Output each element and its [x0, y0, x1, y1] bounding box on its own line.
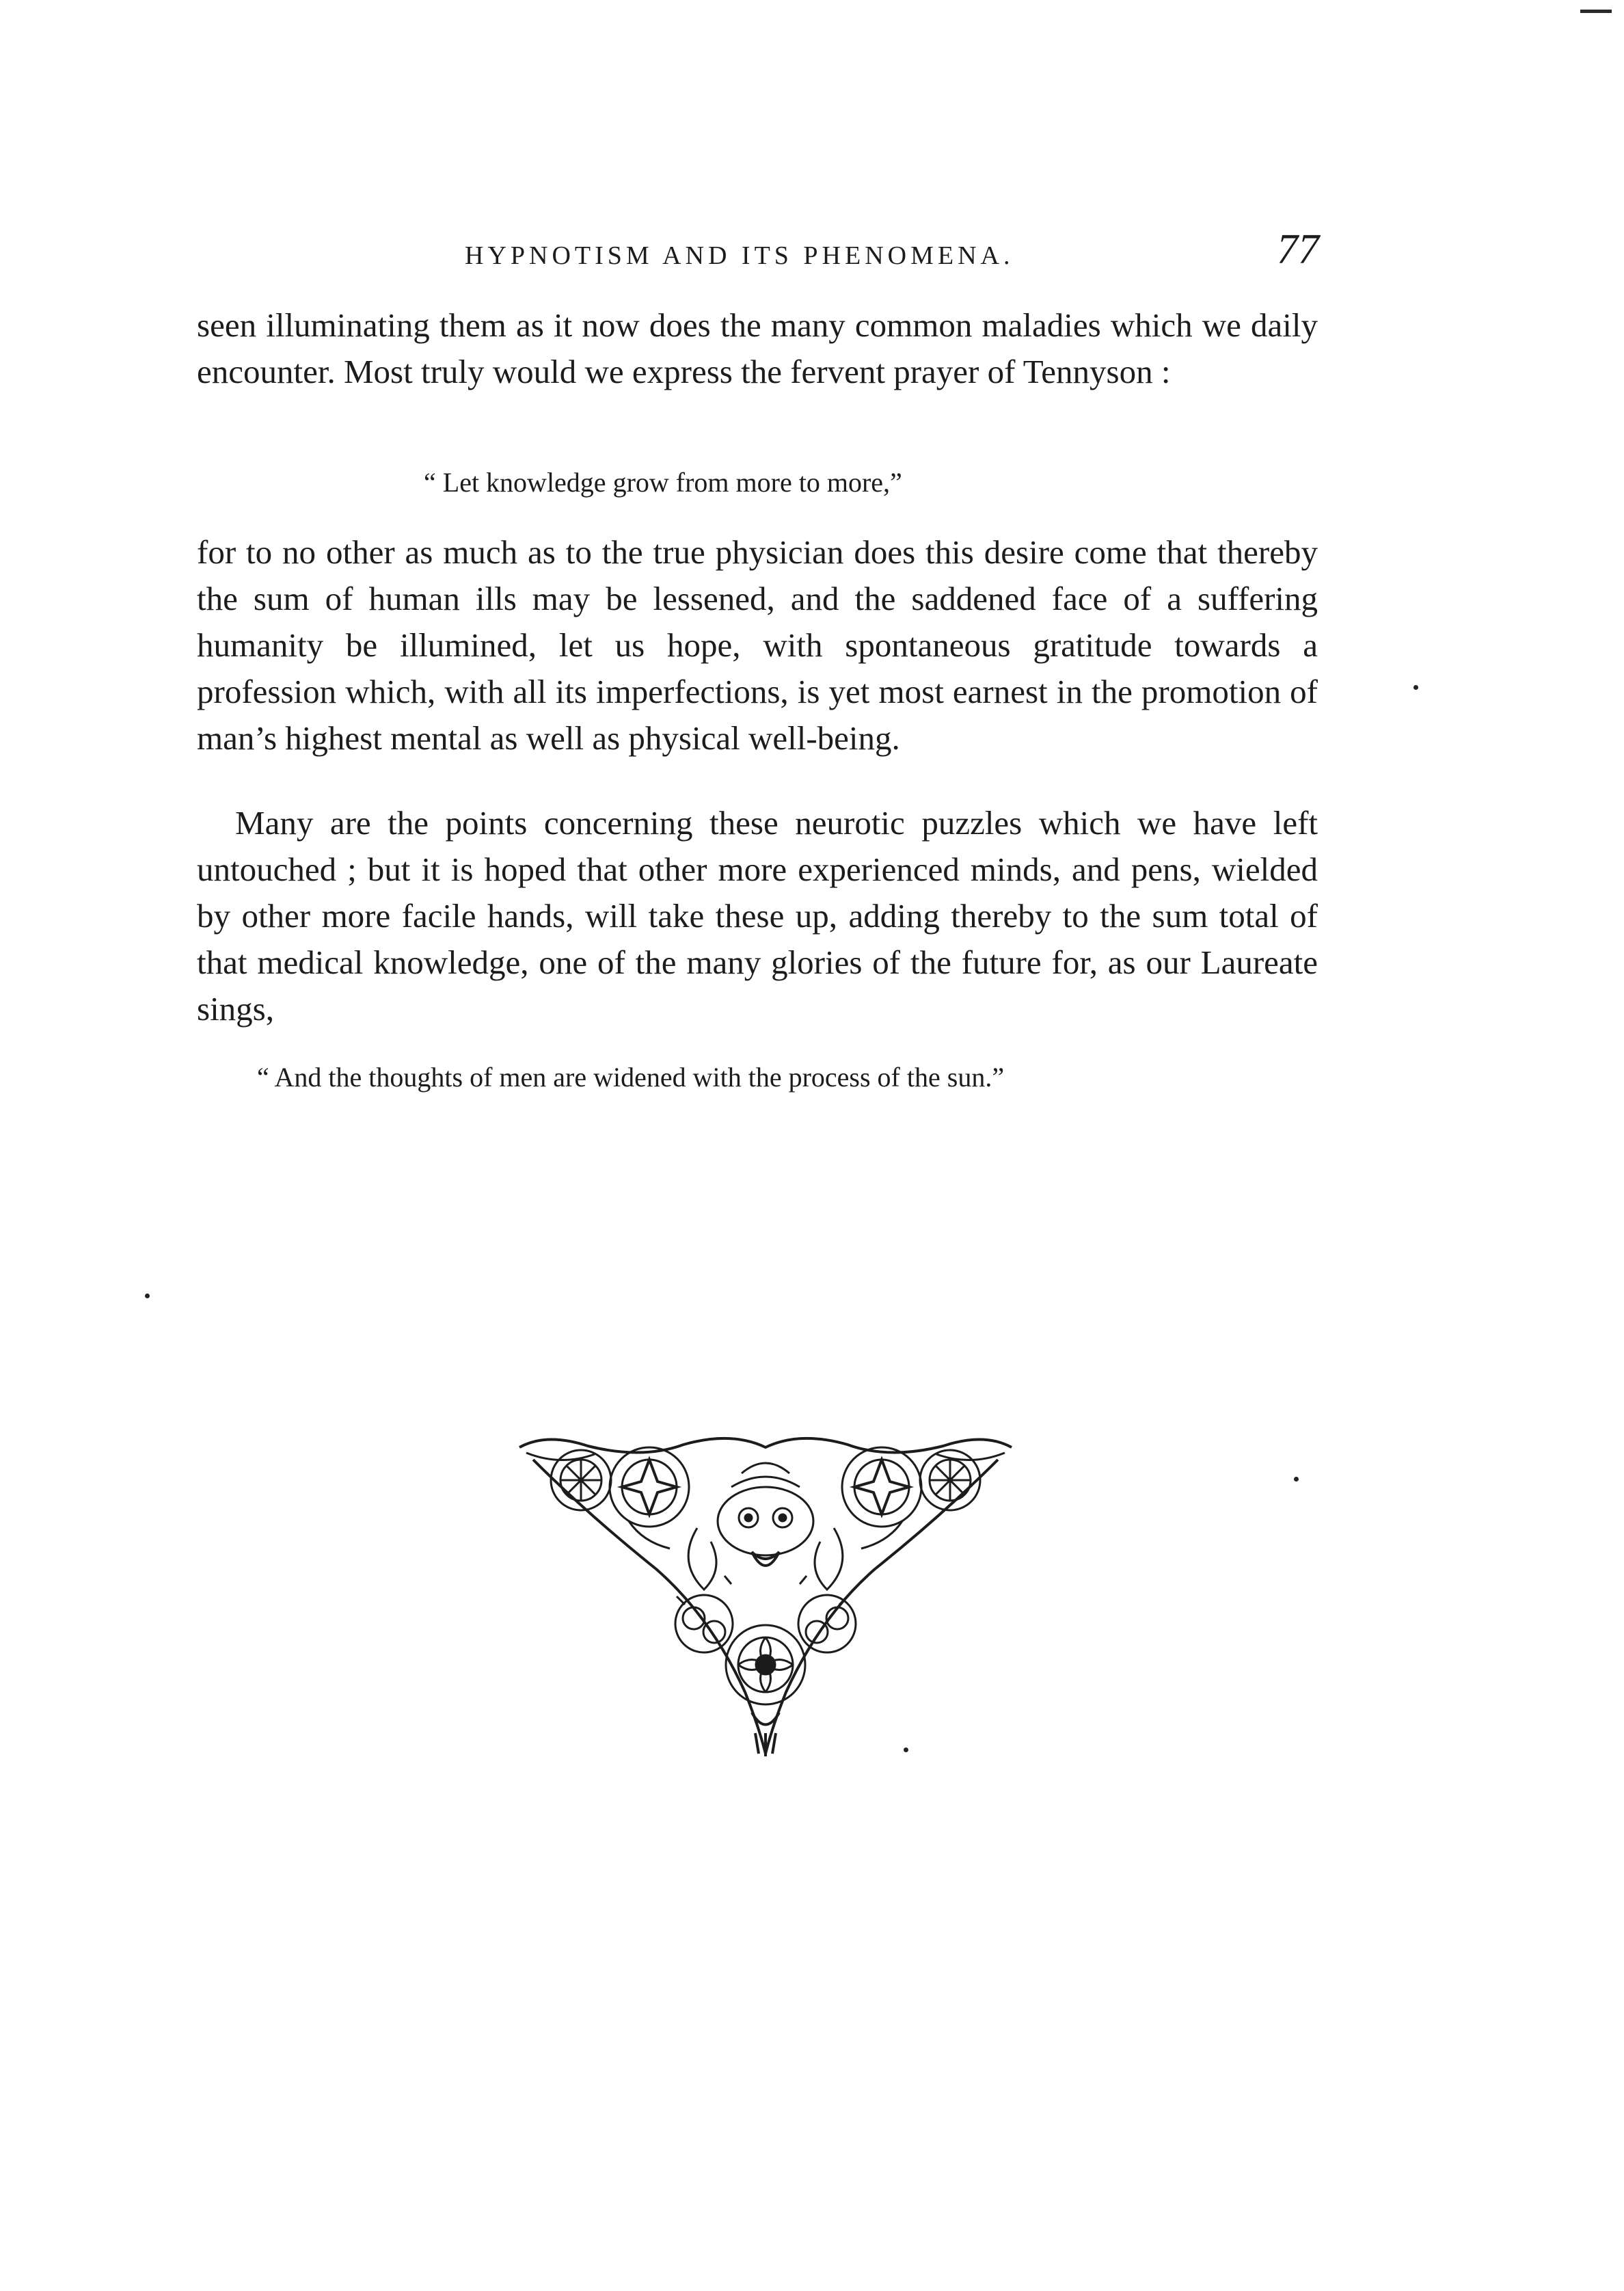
tennyson-quote-1: “ Let knowledge grow from more to more,”	[424, 467, 902, 498]
page-number: 77	[1277, 226, 1319, 273]
paragraph-1: seen illuminating them as it now does the many common maladies which we daily encounter. Most truly would we express the fervent prayer of Tennyson :	[197, 306, 1318, 390]
tennyson-quote-2: “ And the thoughts of men are widened with the process of the sun.”	[257, 1062, 1005, 1093]
scan-speck	[1413, 685, 1418, 690]
running-title: HYPNOTISM AND ITS PHENOMENA.	[465, 241, 1014, 270]
running-head	[198, 226, 1319, 280]
corner-scan-mark	[1580, 10, 1612, 13]
floral-tailpiece-icon	[506, 1432, 1025, 1760]
scan-speck	[1294, 1477, 1299, 1482]
paragraph-3: Many are the points concerning these neurotic puzzles which we have left untouched ; but it is hoped that other more experienced minds, and pens, wielded by other more facile hands, will take these up, adding thereby to the sum total of that medical knowledge, one of the many glories of the future for, as our Laureate sings,	[197, 804, 1318, 1028]
paragraph-2: for to no other as much as to the true physician does this desire come that thereby the sum of human ills may be lessened, and the saddened face of a suffering humanity be illumined, let us hope, with spontaneous gratitude towards a profession which, with all its imperfections, is yet most earnest in the promotion of man’s highest mental as well as physical well-being.	[197, 533, 1318, 757]
scan-speck	[145, 1294, 150, 1298]
